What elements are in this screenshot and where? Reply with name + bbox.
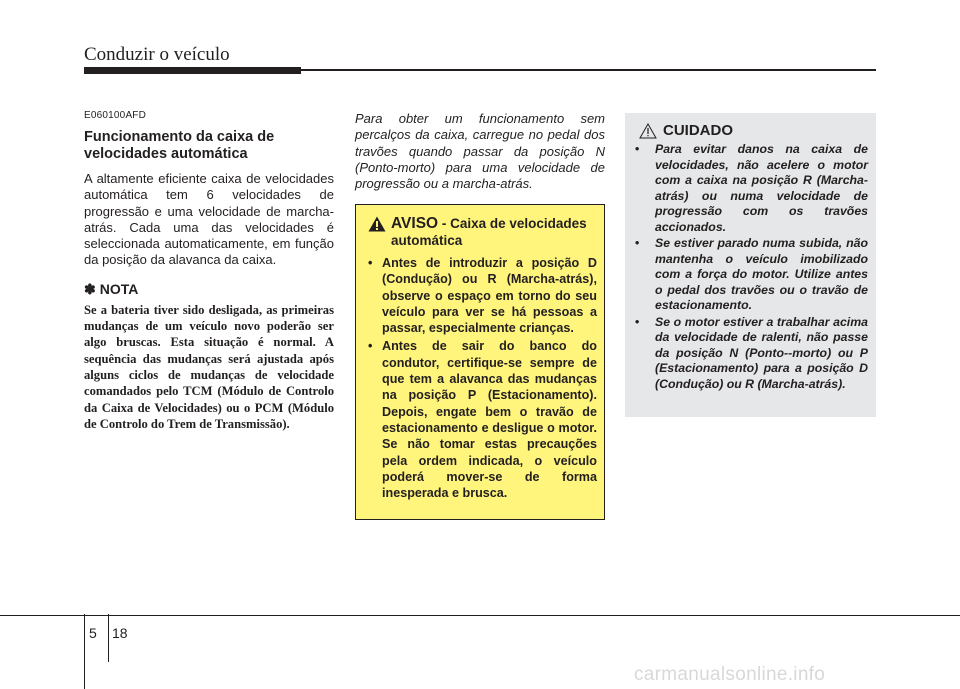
caution-list <box>633 142 868 392</box>
section-code: E060100AFD <box>84 110 147 121</box>
note-heading <box>84 281 334 298</box>
warning-title-main: AVISO <box>391 215 439 232</box>
header-rule <box>301 69 876 71</box>
warning-triangle-icon <box>368 216 386 232</box>
note-label: NOTA <box>99 281 139 298</box>
warning-item: • Antes de sair do banco do condutor, certifique-se sempre de que tem a alavanca das mudanças na posição P (Estacionamento). Depois, engate bem o travão de estacionamento e desligue o motor. Se não tomar estas precauções pela ordem indicada, o veículo poderá mover-se de forma inesperada e brusca. <box>368 339 597 501</box>
left-column <box>84 110 334 432</box>
warning-item: • Antes de introduzir a posição D (Condução) ou R (Marcha-atrás), observe o espaço em torno do seu veículo para ver se há pessoas a passar, especialmente crianças. <box>368 256 597 336</box>
section-body: A altamente eficiente caixa de velocidades automática tem 6 velocidades de progressão e uma velocidade de marcha-atrás. Cada uma das velocidades é seleccionada automaticamente, em função da posição da alavanca da caixa. <box>84 171 334 268</box>
caution-box <box>625 113 876 417</box>
caution-item: • Para evitar danos na caixa de velocidades, não acelere o motor com a caixa na posição R (Marcha-atrás) ou numa velocidade de progressão com os travões accionados. <box>635 142 868 234</box>
caution-item: • Se o motor estiver a trabalhar acima da velocidade de ralenti, não passe da posição N (Ponto--morto) ou P (Estacionamento) para a posição D (Condução) ou R (Marcha-atrás). <box>635 314 868 391</box>
watermark: carmanualsonline.info <box>634 664 826 685</box>
caution-heading <box>633 122 868 139</box>
warning-title-rest: - Caixa de velocidades automática <box>391 216 587 248</box>
bullet: • <box>635 142 640 156</box>
warning-box <box>355 204 605 520</box>
warning-heading <box>368 215 597 249</box>
warning-list <box>368 255 597 501</box>
caution-item: • Se estiver parado numa subida, não mantenha o veículo imobilizado com a força do motor. Utilize antes o pedal dos travões ou o travão de estacionamento. <box>635 236 868 312</box>
footer-divider <box>84 614 85 689</box>
intro-paragraph: Para obter um funcionamento sem percalços da caixa, carregue no pedal dos travões quando passar da posição N (Ponto-morto) para uma velocidade de progressão ou a marcha-atrás. <box>355 111 605 192</box>
bullet: • <box>368 256 373 270</box>
footer-divider <box>108 614 109 662</box>
bullet: • <box>635 314 640 329</box>
section-title: Funcionamento da caixa de velocidades automática <box>84 129 275 162</box>
caution-title: CUIDADO <box>663 122 733 139</box>
footer-rule <box>0 615 960 616</box>
page-section-number: 5 <box>89 625 97 641</box>
note-text: Se a bateria tiver sido desligada, as primeiras mudanças de um veículo novo poderão ser algo bruscas. Esta situação é normal. A sequência das mudanças será ajustada após alguns ciclos de mudanças de velocidade comandados pelo TCM (Módulo de Controlo da Caixa de Velocidades) ou o PCM (Módulo de Controlo do Trem de Transmissão). <box>84 302 334 431</box>
page-number: 18 <box>112 625 128 641</box>
caution-triangle-outline-icon <box>639 123 657 139</box>
header-bar <box>84 67 301 74</box>
bullet: • <box>368 339 373 354</box>
bullet: • <box>635 236 640 250</box>
page-header-title: Conduzir o veículo <box>84 44 230 65</box>
note-asterisk-icon: ✽ <box>84 280 96 297</box>
warning-title <box>391 215 597 249</box>
